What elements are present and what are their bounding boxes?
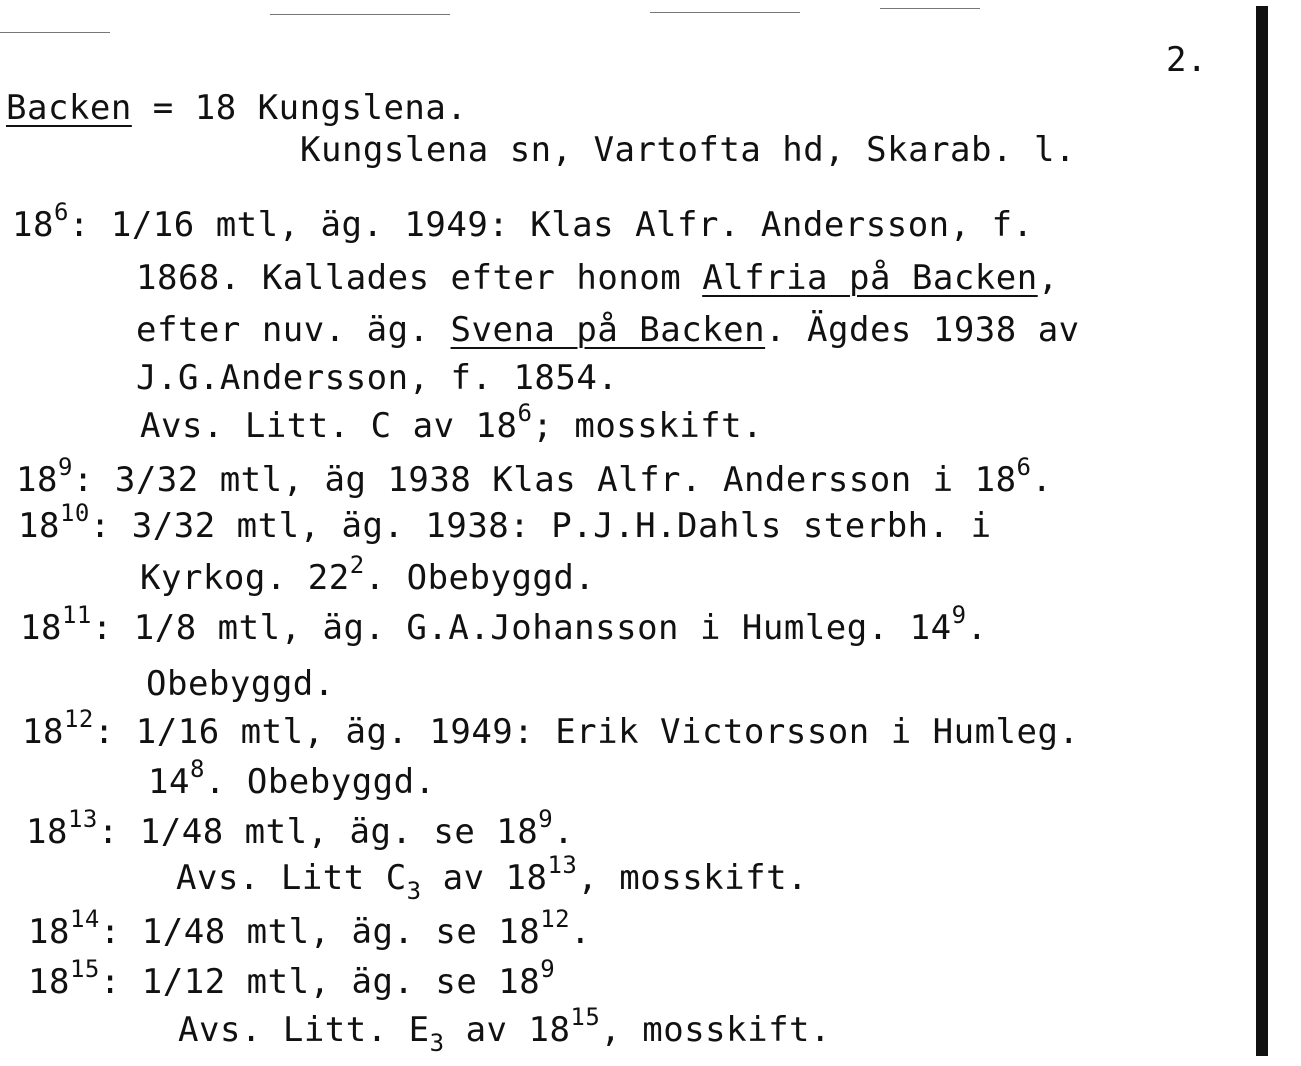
entry-line bbox=[148, 755, 436, 802]
entry-text: J.G.Andersson, f. 1854. bbox=[136, 358, 619, 398]
entry-text: ; mosskift. bbox=[532, 406, 764, 446]
entry-line bbox=[12, 198, 1034, 245]
top-rule bbox=[270, 14, 450, 15]
subscript: 3 bbox=[429, 1029, 445, 1057]
entry-line bbox=[22, 705, 1080, 752]
superscript: 9 bbox=[538, 805, 554, 833]
entry-text: Avs. Litt C bbox=[176, 858, 407, 898]
superscript: 13 bbox=[67, 805, 98, 833]
entry-text: , bbox=[1037, 258, 1059, 298]
entry-text: efter nuv. äg. bbox=[136, 310, 451, 350]
top-rule bbox=[0, 32, 110, 33]
entry-text: : 1/48 mtl, äg. se 18 bbox=[99, 912, 541, 952]
entry-text: Kyrkog. 22 bbox=[140, 558, 350, 598]
place-name: Backen bbox=[6, 88, 132, 128]
entry-text: . bbox=[966, 608, 988, 648]
superscript: 15 bbox=[570, 1003, 601, 1031]
entry-line bbox=[140, 551, 596, 598]
entry-text: . bbox=[553, 812, 575, 852]
superscript: 10 bbox=[59, 499, 90, 527]
entry-text: av 18 bbox=[421, 858, 548, 898]
superscript: 12 bbox=[540, 905, 571, 933]
superscript: 12 bbox=[63, 705, 94, 733]
entry-text: Avs. Litt. E bbox=[178, 1010, 430, 1050]
entry-line bbox=[176, 851, 809, 905]
entry-text: av 18 bbox=[444, 1010, 571, 1050]
heading-line bbox=[6, 88, 467, 128]
entry-text: 14 bbox=[148, 762, 190, 802]
entry-text: : 1/8 mtl, äg. G.A.Johansson i Humleg. 14 bbox=[91, 608, 952, 648]
entry-text: . bbox=[1031, 460, 1053, 500]
superscript: 6 bbox=[1016, 453, 1032, 481]
superscript: 15 bbox=[69, 955, 100, 983]
entry-text: : 3/32 mtl, äg 1938 Klas Alfr. Andersson i 18 bbox=[72, 460, 1017, 500]
entry-line bbox=[136, 258, 1059, 298]
superscript: 13 bbox=[547, 851, 578, 879]
underlined-name: Alfria på Backen bbox=[702, 258, 1038, 298]
entry-text: 1868. Kallades efter honom bbox=[136, 258, 703, 298]
entry-text: 18 bbox=[12, 205, 54, 245]
entry-text: . Obebyggd. bbox=[204, 762, 436, 802]
entry-text: , mosskift. bbox=[600, 1010, 831, 1050]
entry-text: : 1/12 mtl, äg. se 18 bbox=[99, 962, 541, 1002]
entry-line bbox=[146, 664, 335, 704]
entry-line bbox=[136, 358, 618, 398]
superscript: 8 bbox=[189, 755, 205, 783]
entry-text: , mosskift. bbox=[577, 858, 809, 898]
entry-text: . Ägdes 1938 av bbox=[765, 310, 1080, 350]
entry-text: : 3/32 mtl, äg. 1938: P.J.H.Dahls sterbh. i bbox=[89, 506, 992, 546]
entry-line bbox=[136, 310, 1080, 350]
entry-text: 18 bbox=[28, 962, 70, 1002]
entry-line bbox=[178, 1003, 831, 1057]
page-number: 2. bbox=[1166, 40, 1207, 80]
top-rule bbox=[650, 12, 800, 13]
underlined-name: Svena på Backen bbox=[450, 310, 766, 350]
entry-text: : 1/16 mtl, äg. 1949: Erik Victorsson i Humleg. bbox=[93, 712, 1080, 752]
superscript: 9 bbox=[540, 955, 556, 983]
entry-text: 18 bbox=[16, 460, 58, 500]
subscript: 3 bbox=[406, 877, 422, 905]
superscript: 9 bbox=[57, 453, 73, 481]
superscript: 9 bbox=[951, 601, 967, 629]
entry-text: . bbox=[570, 912, 592, 952]
heading-location: Kungslena sn, Vartofta hd, Skarab. l. bbox=[300, 130, 1076, 170]
superscript: 6 bbox=[517, 399, 533, 427]
entry-line bbox=[20, 601, 988, 648]
entry-text: 18 bbox=[28, 912, 70, 952]
superscript: 6 bbox=[53, 198, 69, 226]
entry-line bbox=[16, 453, 1053, 500]
superscript: 2 bbox=[349, 551, 365, 579]
heading-designation: = 18 Kungslena. bbox=[131, 88, 468, 128]
entry-text: 18 bbox=[26, 812, 68, 852]
top-rule bbox=[880, 8, 980, 9]
entry-line bbox=[28, 905, 592, 952]
entry-text: 18 bbox=[18, 506, 60, 546]
entry-line bbox=[18, 499, 992, 546]
entry-text: Avs. Litt. C av 18 bbox=[140, 406, 518, 446]
entry-line bbox=[26, 805, 575, 852]
entry-text: : 1/16 mtl, äg. 1949: Klas Alfr. Andersson, f. bbox=[68, 205, 1034, 245]
superscript: 11 bbox=[61, 601, 92, 629]
entry-text: . Obebyggd. bbox=[364, 558, 596, 598]
superscript: 14 bbox=[69, 905, 100, 933]
entry-text: 18 bbox=[22, 712, 64, 752]
entry-text: Obebyggd. bbox=[146, 664, 335, 704]
entry-text: 18 bbox=[20, 608, 62, 648]
entry-line bbox=[140, 399, 764, 446]
entry-line bbox=[28, 955, 556, 1002]
margin-bar bbox=[1256, 6, 1268, 1056]
entry-text: : 1/48 mtl, äg. se 18 bbox=[97, 812, 539, 852]
